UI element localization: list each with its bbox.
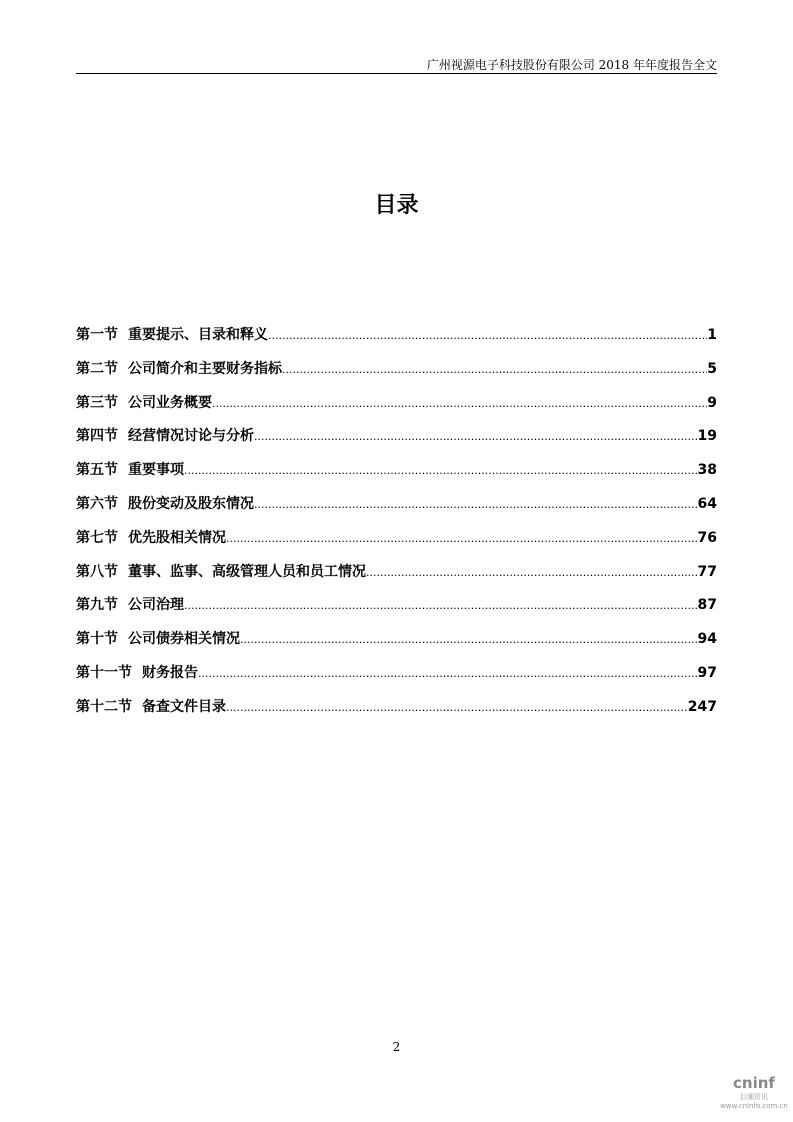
toc-section: 第六节: [76, 495, 118, 512]
toc-page-number: 64: [697, 495, 717, 512]
toc-page-number: 87: [697, 597, 717, 614]
toc-section: 第十节: [76, 631, 118, 648]
toc-leader-dots: [226, 532, 698, 545]
toc-page-number: 38: [697, 462, 717, 479]
toc-leader-dots: [254, 430, 698, 443]
toc-entry[interactable]: [76, 425, 717, 459]
toc-leader-dots: [240, 633, 698, 646]
toc-section: 第九节: [76, 597, 118, 614]
toc-page-number: 94: [697, 631, 717, 648]
toc-section: 第五节: [76, 462, 118, 479]
toc-entry[interactable]: [76, 358, 717, 392]
toc-entry-title: 重要提示、目录和释义: [128, 327, 268, 343]
running-header: 广州视源电子科技股份有限公司 2018 年年度报告全文: [426, 58, 717, 72]
toc-leader-dots: [254, 498, 698, 511]
toc-title: 目录: [374, 193, 419, 218]
logo-cn: 巨潮资讯: [740, 1093, 768, 1101]
toc-section: 第十二节: [76, 698, 132, 715]
toc-page-number: 77: [697, 563, 717, 580]
toc-entry-title: 股份变动及股东情况: [128, 495, 254, 512]
toc-entry[interactable]: [76, 459, 717, 493]
toc-entry-title: 董事、监事、高级管理人员和员工情况: [128, 563, 366, 580]
toc-entry[interactable]: [76, 628, 717, 662]
toc-entry-title: 备查文件目录: [142, 698, 226, 715]
toc-leader-dots: [184, 599, 698, 612]
toc-page-number: 1: [707, 327, 717, 343]
header-rule: [76, 73, 717, 74]
toc-leader-dots: [268, 329, 707, 342]
toc-page-number: 5: [707, 360, 717, 377]
toc-entry[interactable]: [76, 324, 717, 358]
toc-entry-title: 公司简介和主要财务指标: [128, 360, 282, 377]
toc-section: 第三节: [76, 394, 118, 411]
toc-page-number: 247: [687, 698, 717, 715]
toc-entry[interactable]: [76, 493, 717, 527]
toc-leader-dots: [226, 701, 688, 714]
toc-section: 第十一节: [76, 664, 132, 681]
toc-entry[interactable]: [76, 527, 717, 561]
page-number: 2: [392, 1040, 401, 1054]
toc-section: 第二节: [76, 360, 118, 377]
toc-page-number: 97: [697, 664, 717, 681]
toc-entry-title: 优先股相关情况: [128, 529, 226, 546]
toc-section: 第一节: [76, 327, 118, 343]
toc-leader-dots: [366, 566, 698, 579]
toc-entry-title: 公司治理: [128, 597, 184, 614]
toc-entry[interactable]: [76, 696, 717, 730]
toc-entry[interactable]: [76, 561, 717, 595]
toc-entry-title: 财务报告: [142, 664, 198, 681]
toc-section: 第四节: [76, 428, 118, 445]
toc-entry[interactable]: [76, 662, 717, 696]
toc-page-number: 19: [697, 428, 717, 445]
toc-page-number: 9: [707, 394, 717, 411]
toc-entry-title: 公司债券相关情况: [128, 631, 240, 648]
toc-section: 第八节: [76, 563, 118, 580]
table-of-contents: [76, 324, 717, 730]
toc-leader-dots: [282, 363, 707, 376]
toc-section: 第七节: [76, 529, 118, 546]
toc-page-number: 76: [697, 529, 717, 546]
cninfo-logo: [718, 1074, 790, 1110]
toc-entry-title: 重要事项: [128, 462, 184, 479]
toc-entry[interactable]: [76, 594, 717, 628]
toc-entry-title: 公司业务概要: [128, 394, 212, 411]
toc-leader-dots: [212, 397, 707, 410]
logo-url: www.cninfo.com.cn: [720, 1102, 788, 1110]
toc-leader-dots: [184, 464, 698, 477]
logo-brand: cninf: [733, 1074, 775, 1092]
toc-entry-title: 经营情况讨论与分析: [128, 428, 254, 445]
toc-entry[interactable]: [76, 392, 717, 426]
toc-leader-dots: [198, 667, 698, 680]
